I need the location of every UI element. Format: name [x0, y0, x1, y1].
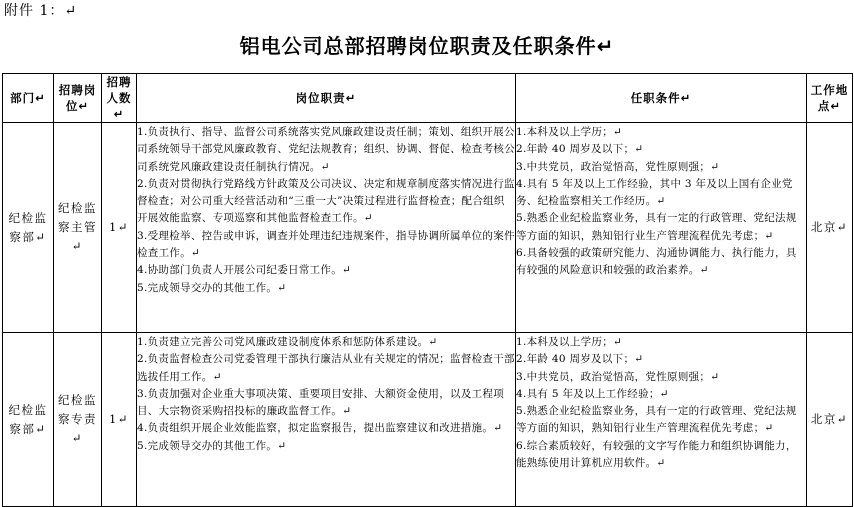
department-cell: 纪检监察部↵ [3, 123, 54, 333]
header-headcount: 招聘人数↵ [102, 74, 137, 123]
location-cell: 北京↵ [807, 333, 853, 507]
job-requirements-table [2, 73, 853, 507]
document-title: 铝电公司总部招聘岗位职责及任职条件↵ [239, 34, 615, 58]
position-cell: 纪检监察主管↵ [54, 123, 102, 333]
duty-item: 3.受理检举、控告或申诉，调查并处理违纪违规案件，指导协调所属单位的案件检查工作。↵ [137, 229, 515, 260]
requirement-item: 6.具备较强的政策研究能力、沟通协调能力、执行能力，具有较强的风险意识和较强的政治素养。↵ [516, 247, 797, 277]
duties-cell [137, 123, 516, 333]
requirements-cell [516, 123, 807, 333]
position-cell: 纪检监察专责↵ [54, 333, 102, 507]
duty-item: 3.负责加强对企业重大事项决策、重要项目安排、大额资金使用，以及工程项目、大宗物资采购招投标的廉政监督工作。↵ [137, 387, 505, 418]
header-duties: 岗位职责↵ [137, 74, 516, 123]
duty-item: 4.协助部门负责人开展公司纪委日常工作。↵ [137, 264, 352, 277]
requirement-item: 4.具有 5 年及以上工作经验，其中 3 年及以上国有企业党务、纪检监察相关工作经历。↵ [516, 177, 793, 208]
duty-item: 1.负责执行、指导、监督公司系统落实党风廉政建设责任制；策划、组织开展公司系统领导干部党风廉政教育、党纪法规教育；组织、协调、督促、检查考核公司系统党风廉政建设责任制执行情况。↵ [137, 126, 515, 173]
headcount-cell: 1↵ [102, 123, 137, 333]
requirement-item: 5.熟悉企业纪检监察业务，具有一定的行政管理、党纪法规等方面的知识，熟知铝行业生产管理流程优先考虑；↵ [516, 405, 797, 435]
duty-item: 5.完成领导交办的其他工作。↵ [137, 439, 287, 452]
table-header-row [3, 74, 853, 123]
requirements-cell [516, 333, 807, 507]
requirement-item: 2.年龄 40 周岁及以下；↵ [516, 143, 644, 156]
department-cell: 纪检监察部↵ [3, 333, 54, 507]
duty-item: 2.负责对贯彻执行党路线方针政策及公司决议、决定和规章制度落实情况进行监督检查；对公司重大经营活动和“三重一大”决策过程进行监督检查；配合组织开展效能监察、专项巡察和其他监督检查工作。↵ [137, 177, 515, 225]
duty-item: 4.负责组织开展企业效能监察，拟定监察报告，提出监察建议和改进措施。↵ [137, 422, 503, 435]
attachment-label: 附件 1：↵ [4, 3, 78, 19]
table-row [3, 123, 853, 333]
header-position: 招聘岗位↵ [54, 74, 102, 123]
requirement-item: 2.年龄 40 周岁及以下；↵ [516, 353, 644, 366]
requirement-item: 1.本科及以上学历；↵ [516, 126, 623, 138]
header-department: 部门↵ [3, 74, 54, 123]
requirement-item: 1.本科及以上学历；↵ [516, 336, 623, 348]
requirement-item: 5.熟悉企业纪检监察业务，具有一定的行政管理、党纪法规等方面的知识，熟知铝行业生产管理流程优先考虑；↵ [516, 212, 797, 242]
header-requirements: 任职条件↵ [516, 74, 807, 123]
requirement-item: 6.综合素质较好，有较强的文字写作能力和组织协调能力，能熟练使用计算机应用软件。↵ [516, 439, 797, 470]
location-cell: 北京↵ [807, 123, 853, 333]
duty-item: 5.完成领导交办的其他工作。↵ [137, 281, 287, 294]
requirement-item: 3.中共党员，政治觉悟高，党性原则强；↵ [516, 160, 720, 173]
duty-item: 2.负责监督检查公司党委管理干部执行廉洁从业有关规定的情况；监督检查干部选拔任用工作。↵ [137, 353, 515, 383]
duty-item: 1.负责建立完善公司党风廉政建设制度体系和惩防体系建设。↵ [137, 336, 438, 348]
requirement-item: 4.具有 5 年及以上工作经验；↵ [516, 387, 669, 400]
headcount-cell: 1↵ [102, 333, 137, 507]
requirement-item: 3.中共党员，政治觉悟高，党性原则强；↵ [516, 370, 720, 383]
header-location: 工作地点↵ [807, 74, 853, 123]
table-row [3, 333, 853, 507]
duties-cell [137, 333, 516, 507]
